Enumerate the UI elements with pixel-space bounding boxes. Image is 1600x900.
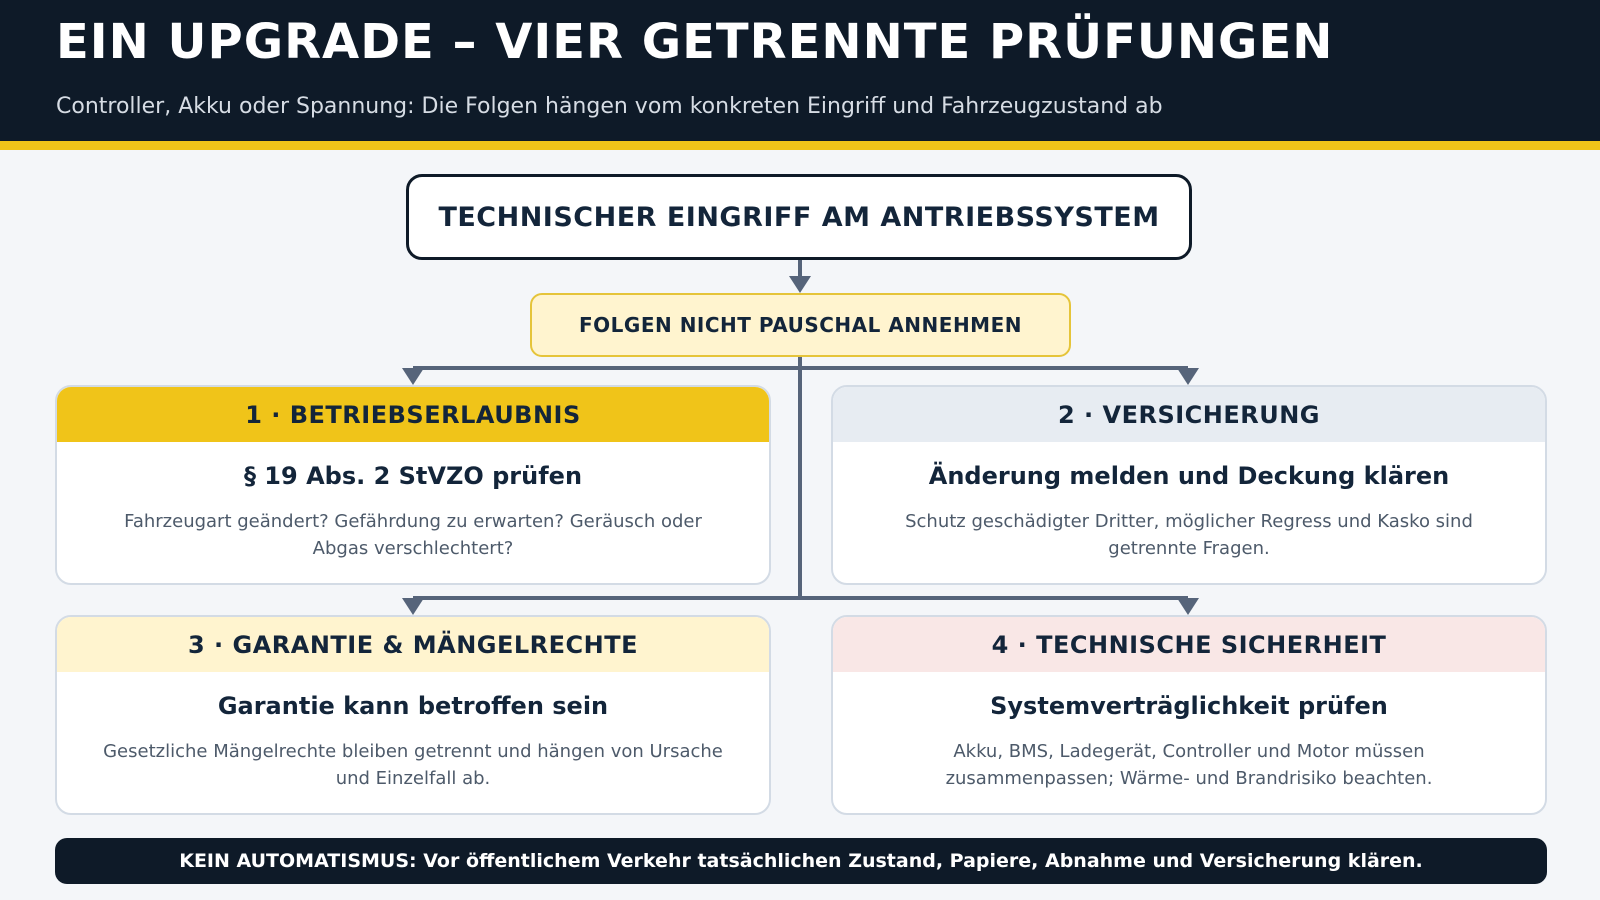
card-garantie (55, 615, 771, 815)
page-title: EIN UPGRADE – VIER GETRENNTE PRÜFUNGEN (56, 14, 1334, 70)
card-header: 4 · TECHNISCHE SICHERHEIT (833, 617, 1545, 672)
card-title: Garantie kann betroffen sein (217, 692, 609, 720)
card-description: Akku, BMS, Ladegerät, Controller und Motor müssen zusammenpassen; Wärme- und Brandrisiko beachten. (945, 741, 1433, 789)
page-subtitle: Controller, Akku oder Spannung: Die Folgen hängen vom konkreten Eingriff und Fahrzeugzustand ab (56, 94, 1163, 119)
note-node (530, 293, 1071, 357)
root-node (406, 174, 1192, 260)
card-title: Systemverträglichkeit prüfen (990, 692, 1388, 720)
arrow-to-note (789, 276, 811, 293)
card-description: Schutz geschädigter Dritter, möglicher Regress und Kasko sind getrennte Fragen. (905, 511, 1473, 559)
card-header: 2 · VERSICHERUNG (833, 387, 1545, 442)
card-header: 1 · BETRIEBSERLAUBNIS (57, 387, 769, 442)
card-description: Gesetzliche Mängelrechte bleiben getrennt und hängen von Ursache und Einzelfall ab. (103, 741, 723, 789)
card-header: 3 · GARANTIE & MÄNGELRECHTE (57, 617, 769, 672)
card-betriebserlaubnis (55, 385, 771, 585)
arrow-to-card-4 (1177, 598, 1199, 615)
note-node-label: FOLGEN NICHT PAUSCHAL ANNEHMEN (579, 313, 1022, 337)
card-versicherung (831, 385, 1547, 585)
arrow-to-card-3 (402, 598, 424, 615)
card-title: § 19 Abs. 2 StVZO prüfen (243, 462, 583, 490)
arrow-to-card-2 (1177, 368, 1199, 385)
card-technische-sicherheit (831, 615, 1547, 815)
footer-text: KEIN AUTOMATISMUS: Vor öffentlichem Verkehr tatsächlichen Zustand, Papiere, Abnahme und Versicherung klären. (179, 850, 1423, 872)
card-description: Fahrzeugart geändert? Gefährdung zu erwarten? Geräusch oder Abgas verschlechtert? (124, 511, 702, 559)
footer-banner (55, 838, 1547, 884)
root-node-label: TECHNISCHER EINGRIFF AM ANTRIEBSSYSTEM (438, 201, 1160, 233)
arrow-to-card-1 (402, 368, 424, 385)
card-title: Änderung melden und Deckung klären (928, 462, 1450, 490)
